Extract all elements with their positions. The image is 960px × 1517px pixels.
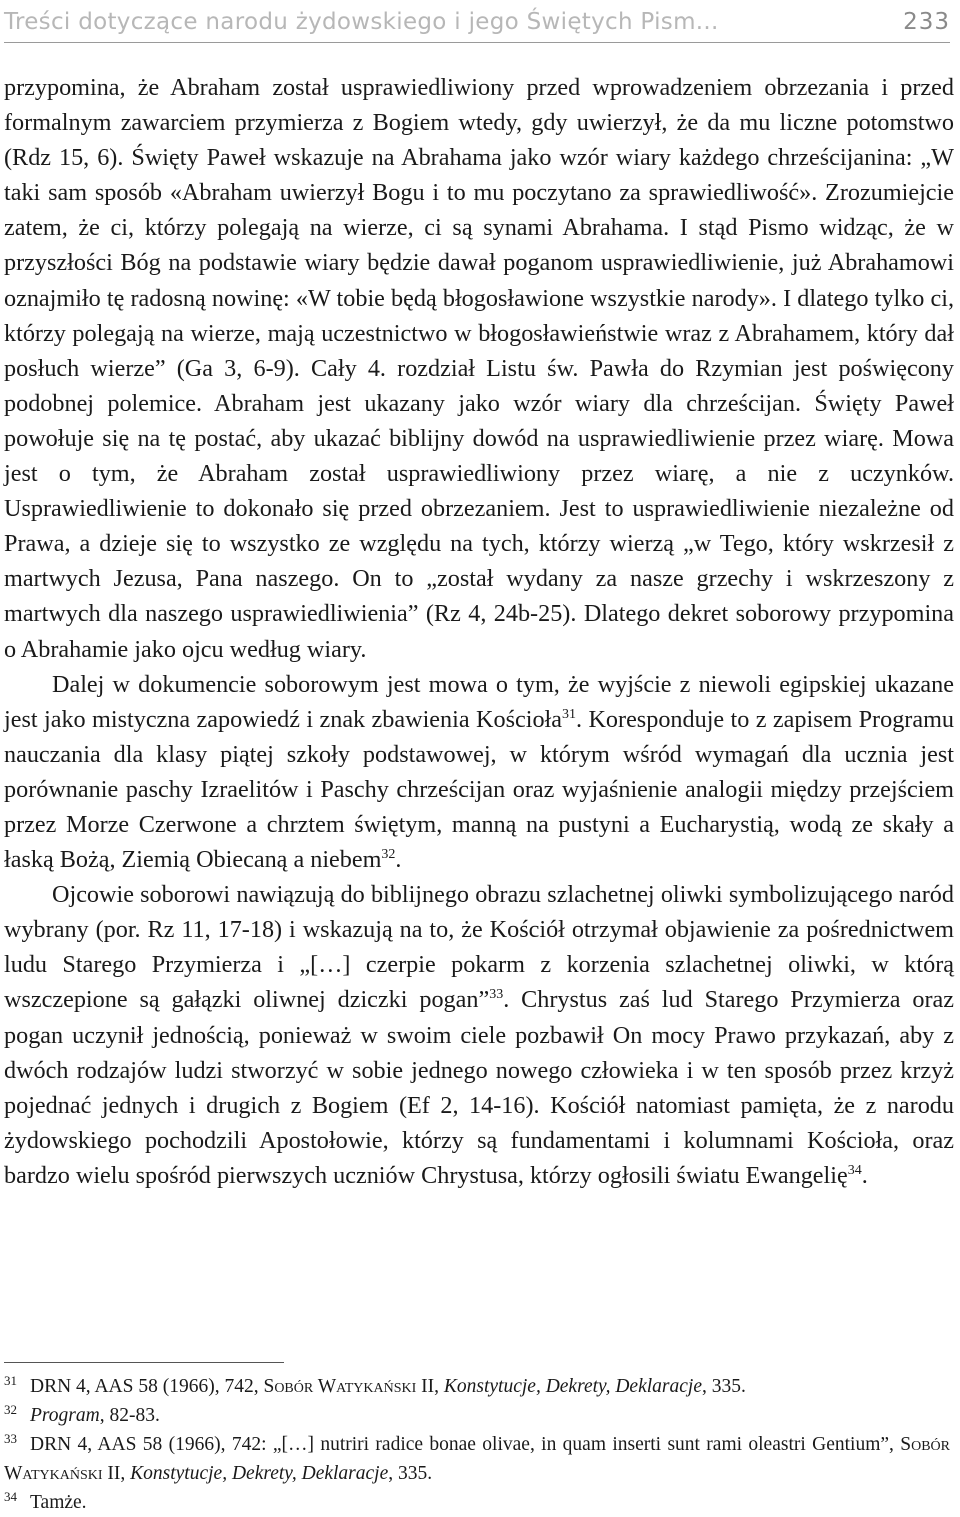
footnote-34: 34 Tamże. (4, 1488, 87, 1513)
footnote-ref-32: 32 (381, 847, 396, 862)
paragraph-2-part-c: . (395, 846, 402, 874)
paragraph-3-part-a: Ojcowie soborowi nawiązują do biblijnego obrazu szlachetnej oliwki symbolizującego naród wybrany (por. Rz 11, 17-18) i wskazują na to, że Kościół otrzymał objawienie za pośrednictwem ludu Starego Przymierza i „[…] czerpie pokarm z korzenia szlachetnej oliwki, w którą wszczepione są gałązki oliwnej dziczki pogan” (4, 881, 954, 1014)
footnotes (4, 1372, 950, 1517)
footnote-text: , 335. (388, 1463, 433, 1484)
footnote-author: Sobór Watykański (263, 1376, 417, 1397)
page-number: 233 (903, 9, 950, 35)
footnote-book-title: Program (30, 1405, 100, 1426)
footnote-33: 33 DRN 4, AAS 58 (1966), 742: „[…] nutriri radice bonae olivae, in quam inserti sunt rami oleastri Gentium”, Sobór Watykański II, Konstytucje, Dekrety, Deklaracje, 335. (4, 1430, 950, 1484)
footnote-31: 31 DRN 4, AAS 58 (1966), 742, Sobór Watykański II, Konstytucje, Dekrety, Deklaracje, 335. (4, 1372, 746, 1397)
footnote-ref-33: 33 (489, 987, 504, 1003)
footnote-text: Tamże. (30, 1492, 87, 1513)
paragraph-3 (4, 877, 954, 1193)
paragraph-3-part-c: . (861, 1161, 868, 1189)
footnote-ref-34: 34 (847, 1162, 862, 1178)
paragraph-3-part-b: . Chrystus zaś lud Starego Przymierza oraz pogan uczynił jednością, ponieważ w swoim ciele pozbawił On mocy Prawo przykazań, aby z dwóch rodzajów ludzi stworzyć w sobie jednego nowego człowieka i w ten sposób przez krzyż pojednać jednych i drugich z Bogiem (Ef 2, 14-16). Kościół natomiast pamięta, że z narodu żydowskiego pochodzili Apostołowie, którzy są fundamentami i kolumnami Kościoła, oraz bardzo wielu spośród pierwszych uczniów Chrystusa, którzy ogłosili światu Ewangelię (4, 986, 954, 1189)
footnote-32: 32 Program, 82-83. (4, 1401, 160, 1426)
footnote-author: Sobór Watykański (4, 1434, 950, 1484)
footnote-book-title: Konstytucje, Dekrety, Deklaracje (130, 1463, 389, 1484)
paragraph-1: przypomina, że Abraham został usprawiedliwiony przed wprowadzeniem obrzezania i przed formalnym zawarciem przymierza z Bogiem wtedy, gdy uwierzył, że da mu liczne potomstwo (Rdz 15, 6). Święty Paweł wskazuje na Abrahama jako wzór wiary każdego chrześcijanina: „W taki sam sposób «Abraham uwierzył Bogu i to mu poczytano za sprawiedliwość». Zrozumiejcie zatem, że ci, którzy polegają na wierze, ci są synami Abrahama. I stąd Pismo widząc, że w przyszłości Bóg na podstawie wiary będzie dawał poganom usprawiedliwienie, już Abrahamowi oznajmiło tę radosną nowinę: «W tobie będą błogosławione wszystkie narody». I dlatego tylko ci, którzy polegają na wierze, mają uczestnictwo w błogosławieństwie wraz z Abrahamem, który dał posłuch wierze” (Ga 3, 6-9). Cały 4. rozdział Listu św. Pawła do Rzymian jest poświęcony podobnej polemice. Abraham jest ukazany jako wzór wiary dla chrześcijan. Święty Paweł powołuje się na tę postać, aby ukazać biblijny dowód na usprawiedliwienie przez wiarę. Mowa jest o tym, że Abraham został usprawiedliwiony przez wiarę, a nie z uczynków. Usprawiedliwienie to dokonało się przed obrzezaniem. Jest to usprawiedliwienie niezależne od Prawa, a dzieje się to wszystko ze względu na tych, którzy wierzą „w Tego, który wskrzesił z martwych Jezusa, Pana naszego. On to „został wydany za nasze grzechy i wskrzeszony z martwych dla naszego usprawiedliwienia” (Rz 4, 24b-25). Dlatego dekret soborowy przypomina o Abrahamie jako ojcu według wiary. (4, 74, 954, 663)
page-header (4, 2, 950, 43)
main-text (4, 70, 954, 1193)
footnote-ref-31: 31 (562, 706, 576, 722)
paragraph-2-part-a: Dalej w dokumencie soborowym jest mowa o tym, że wyjście z niewoli egipskiej ukazane jest jako mistyczna zapowiedź i znak zbawienia Kościoła (4, 670, 954, 733)
footnote-text: DRN 4, AAS 58 (1966), 742: „[…] nutriri radice bonae olivae, in quam inserti sunt rami oleastri Gentium”, (30, 1434, 901, 1455)
footnote-divider (4, 1362, 284, 1363)
footnote-text: II, (102, 1463, 131, 1484)
running-title: Treści dotyczące narodu żydowskiego i jego Świętych Pism... (4, 9, 719, 35)
footnote-text: , 82-83. (99, 1405, 160, 1426)
paragraph-2-part-b: . Koresponduje to z zapisem Programu nauczania dla klasy piątej szkoły podstawowej, w którym wśród wymagań dla ucznia jest porównanie paschy Izraelitów i Paschy chrześcijan oraz wyjaśnienie analogii między przejściem przez Morze Czerwone a chrztem świętym, manną na pustyni a Eucharystią, wodą ze skały a łaską Bożą, Ziemią Obiecaną a niebem (4, 705, 954, 874)
footnote-text: II, (416, 1376, 444, 1397)
paragraph-2 (4, 667, 954, 878)
footnote-text: , 335. (701, 1376, 746, 1397)
footnote-text: DRN 4, AAS 58 (1966), 742, (30, 1376, 264, 1397)
footnote-book-title: Konstytucje, Dekrety, Deklaracje (443, 1376, 702, 1397)
